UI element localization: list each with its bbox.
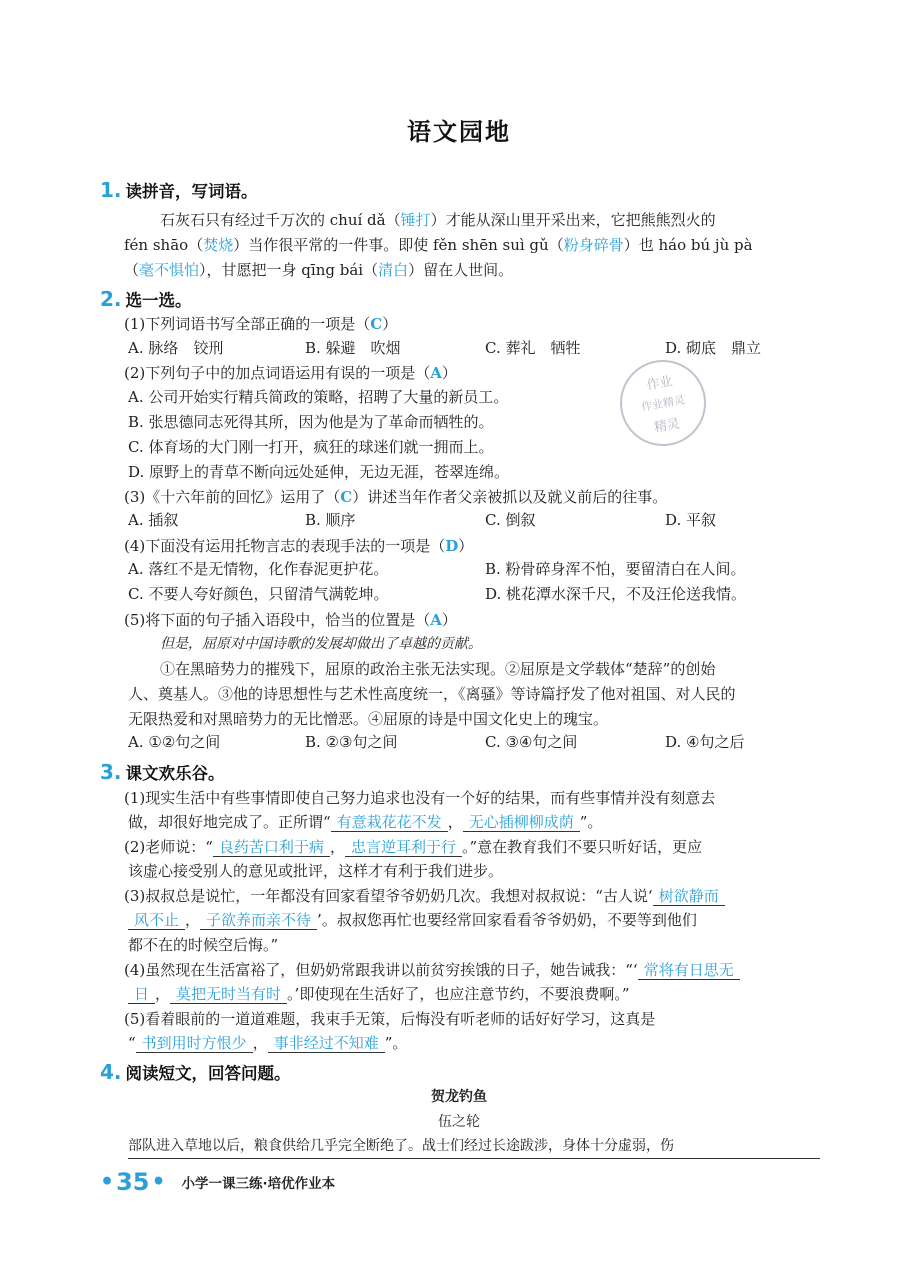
q3-number: 3. — [100, 760, 122, 784]
option: B. 躲避 吹烟 — [305, 339, 401, 357]
text: fén shāo（ — [124, 236, 204, 254]
q3-1-line-2 — [128, 810, 602, 834]
option: D. 桃花潭水深千尺，不及汪伦送我情。 — [485, 585, 747, 603]
option: D. 平叙 — [665, 511, 717, 529]
text: ’。叔叔您再忙也要经常回家看看爷爷奶奶，不要等到他们 — [317, 911, 697, 929]
answer: C — [370, 315, 383, 333]
q3-5-line-1: (5)看着眼前的一道道难题，我束手无策，后悔没有听老师的话好好学习，这真是 — [124, 1010, 656, 1028]
option: B. 顺序 — [305, 511, 356, 529]
answer: 焚烧 — [203, 236, 234, 254]
q2-3-options — [0, 509, 918, 533]
text: ， — [252, 1034, 268, 1052]
story-first-line: 部队进入草地以后，粮食供给几乎完全断绝了。战士们经过长途跋涉，身体十分虚弱，伤 — [128, 1134, 820, 1159]
answer: C — [340, 488, 353, 506]
option: C. 不要人夸好颜色，只留清气满乾坤。 — [128, 585, 389, 603]
option: C. 葬礼 牺牲 — [485, 339, 581, 357]
q4-number: 4. — [100, 1060, 122, 1084]
text: ）讲述当年作者父亲被抓以及就义前后的往事。 — [352, 488, 668, 506]
q2-4-stem — [124, 534, 473, 558]
bullet-icon: • — [151, 1169, 166, 1195]
q3-heading — [100, 760, 225, 784]
page-footer — [100, 1168, 335, 1196]
q2-2-stem — [124, 361, 457, 385]
text: ）留在人世间。 — [408, 261, 514, 279]
q1-heading — [100, 178, 258, 202]
answer: 常将有日思无 — [638, 961, 740, 980]
answer: 书到用时方恨少 — [136, 1034, 253, 1053]
q3-4-line-2 — [128, 982, 630, 1006]
answer: 事非经过不知难 — [268, 1034, 385, 1053]
text: ， — [185, 911, 201, 929]
answer: 忠言逆耳利于行 — [345, 838, 462, 857]
text: ），甘愿把一身 qīng bái（ — [199, 261, 379, 279]
stamp-mid: 作业精灵 — [640, 393, 686, 414]
story-author: 伍之轮 — [438, 1114, 480, 1130]
q2-5-para-line: ①在黑暗势力的摧残下，屈原的政治主张无法实现。②屈原是文学载体“楚辞”的创始 — [160, 660, 716, 678]
option: A. ①②句之间 — [128, 733, 221, 751]
option: A. 落红不是无情物，化作春泥更护花。 — [128, 560, 389, 578]
text: ） — [382, 315, 398, 333]
q2-2-option-b: B. 张思德同志死得其所，因为他是为了革命而牺牲的。 — [128, 413, 494, 431]
answer: 良药苦口利于病 — [213, 838, 330, 857]
q2-5-options — [0, 731, 918, 755]
text: ”。 — [384, 1034, 408, 1052]
q1-line-1 — [160, 208, 716, 232]
q3-title: 课文欢乐谷。 — [125, 764, 225, 783]
q3-2-line-2: 该虚心接受别人的意见或批评，这样才有利于我们进步。 — [128, 862, 504, 880]
answer: A — [430, 611, 442, 629]
text: ， — [447, 813, 463, 831]
answer: D — [445, 537, 459, 555]
text: 做，却很好地完成了。正所谓“ — [128, 813, 331, 831]
option: C. 倒叙 — [485, 511, 536, 529]
text: (3)《十六年前的回忆》运用了（ — [124, 488, 341, 506]
option: D. 砌底 鼎立 — [665, 339, 762, 357]
answer: 子欲养而亲不待 — [200, 911, 317, 930]
answer: 粉身碎骨 — [563, 236, 624, 254]
q2-heading — [100, 287, 192, 311]
q2-5-insert-sentence: 但是，屈原对中国诗歌的发展却做出了卓越的贡献。 — [160, 636, 482, 652]
q2-5-stem — [124, 608, 457, 632]
q2-title: 选一选。 — [125, 291, 192, 310]
stamp-top: 作业 — [645, 374, 674, 394]
text: ）才能从深山里开采出来，它把熊熊烈火的 — [430, 211, 716, 229]
q1-number: 1. — [100, 178, 122, 202]
stamp-bottom: 精灵 — [652, 416, 682, 436]
q3-1-line-1: (1)现实生活中有些事情即使自己努力追求也没有一个好的结果，而有些事情并没有刻意去 — [124, 789, 716, 807]
option: A. 脉络 铰刑 — [128, 339, 224, 357]
text: 石灰石只有经过千万次的 chuí dǎ（ — [160, 211, 401, 229]
text: ， — [155, 985, 171, 1003]
option: C. ③④句之间 — [485, 733, 578, 751]
text: ） — [458, 537, 474, 555]
q2-5-para-line: 人、奠基人。③他的诗思想性与艺术性高度统一，《离骚》等诗篇抒发了他对祖国、对人民的 — [128, 685, 736, 703]
q2-1-stem — [124, 312, 397, 336]
answer: 无心插柳柳成荫 — [463, 813, 580, 832]
q2-2-option-a: A. 公司开始实行精兵简政的策略，招聘了大量的新员工。 — [128, 388, 509, 406]
answer: A — [430, 364, 442, 382]
page-title: 语文园地 — [407, 118, 511, 146]
q2-2-option-d: D. 原野上的青草不断向远处延伸，无边无涯，苍翠连绵。 — [128, 463, 510, 481]
q3-3-line-1 — [124, 884, 725, 908]
q3-5-line-2 — [128, 1031, 407, 1055]
text: (1)下列词语书写全部正确的一项是（ — [124, 315, 371, 333]
text: (2)下列句子中的加点词语运用有误的一项是（ — [124, 364, 431, 382]
q1-line-3 — [124, 258, 513, 282]
text: (3)叔叔总是说忙，一年都没有回家看望爷爷奶奶几次。我想对叔叔说：“古人说‘ — [124, 887, 653, 905]
option: D. ④句之后 — [665, 733, 745, 751]
text: (4)下面没有运用托物言志的表现手法的一项是（ — [124, 537, 446, 555]
q1-title: 读拼音，写词语。 — [125, 182, 258, 201]
q4-title: 阅读短文，回答问题。 — [125, 1064, 291, 1083]
book-title: 小学一课三练·培优作业本 — [181, 1176, 336, 1192]
answer: 莫把无时当有时 — [170, 985, 287, 1004]
answer: 锤打 — [400, 211, 431, 229]
q2-3-stem — [124, 485, 667, 509]
q3-3-line-3: 都不在的时候空后悔。” — [128, 936, 279, 954]
text: ） — [441, 611, 457, 629]
q2-number: 2. — [100, 287, 122, 311]
q3-2-line-1 — [124, 835, 702, 859]
q2-2-option-c: C. 体育场的大门刚一打开，疯狂的球迷们就一拥而上。 — [128, 438, 494, 456]
text: 。’即使现在生活好了，也应注意节约，不要浪费啊。” — [287, 985, 630, 1003]
answer: 清白 — [378, 261, 409, 279]
q2-5-para-line: 无限热爱和对黑暗势力的无比憎恶。④屈原的诗是中国文化史上的瑰宝。 — [128, 710, 609, 728]
q4-heading — [100, 1060, 291, 1084]
text: (2)老师说：“ — [124, 838, 213, 856]
text: “ — [128, 1034, 136, 1052]
answer: 风不止 — [128, 911, 185, 930]
watermark-stamp — [613, 353, 713, 453]
q3-4-line-1 — [124, 958, 740, 982]
text: ）也 háo bú jù pà — [623, 236, 753, 254]
text: ”。 — [579, 813, 603, 831]
text: ） — [441, 364, 457, 382]
text: (4)虽然现在生活富裕了，但奶奶常跟我讲以前贫穷挨饿的日子，她告诫我：“‘ — [124, 961, 638, 979]
text: （ — [124, 261, 140, 279]
answer: 树欲静而 — [653, 887, 725, 906]
q2-4-options — [0, 558, 918, 606]
text: 。”意在教育我们不要只听好话，更应 — [461, 838, 703, 856]
text: ）当作很平常的一件事。即使 fěn shēn suì gǔ（ — [233, 236, 564, 254]
text: (5)将下面的句子插入语段中，恰当的位置是（ — [124, 611, 431, 629]
q3-3-line-2 — [128, 908, 697, 932]
option: B. ②③句之间 — [305, 733, 398, 751]
story-title: 贺龙钓鱼 — [431, 1089, 487, 1105]
option: A. 插叙 — [128, 511, 179, 529]
answer: 有意栽花花不发 — [331, 813, 448, 832]
page-number: 35 — [116, 1168, 150, 1196]
answer: 毫不惧怕 — [139, 261, 200, 279]
q1-line-2 — [124, 233, 753, 257]
q2-1-options — [0, 337, 918, 361]
answer: 日 — [128, 985, 155, 1004]
bullet-icon: • — [100, 1169, 115, 1195]
text: ， — [329, 838, 345, 856]
option: B. 粉骨碎身浑不怕，要留清白在人间。 — [485, 560, 746, 578]
